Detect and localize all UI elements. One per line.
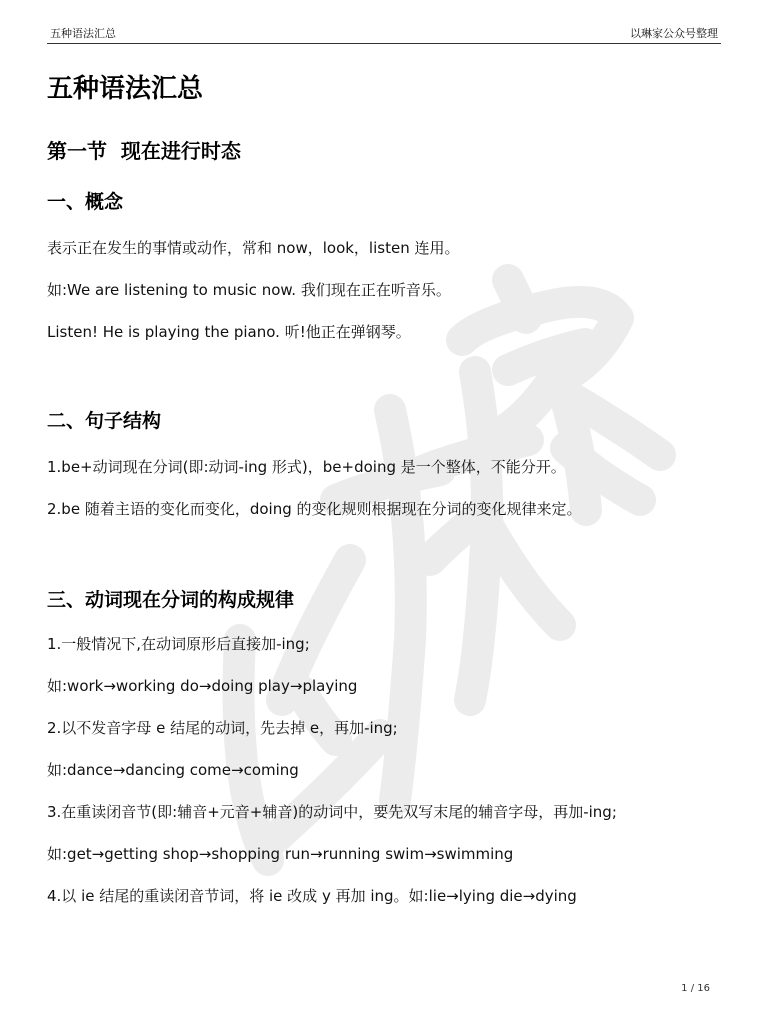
paragraph-line: 2.be 随着主语的变化而变化，doing 的变化规则根据现在分词的变化规律来定。 [47, 500, 582, 518]
paragraph-line: 如:get→getting shop→shopping run→running swim→swimming [47, 845, 514, 863]
section-title: 第一节 现在进行时态 [47, 139, 241, 163]
paragraph-line: 4.以 ie 结尾的重读闭音节词，将 ie 改成 y 再加 ing。如:lie→lying die→dying [47, 887, 577, 905]
paragraph-line: 1.be+动词现在分词(即:动词-ing 形式)，be+doing 是一个整体，不能分开。 [47, 458, 566, 476]
page-number: 1 / 16 [681, 983, 710, 994]
paragraph-line: 3.在重读闭音节(即:辅音+元音+辅音)的动词中，要先双写末尾的辅音字母，再加-ing; [47, 803, 617, 821]
header-right-text: 以琳家公众号整理 [630, 27, 718, 40]
paragraph-line: 如:work→working do→doing play→playing [47, 677, 358, 695]
document-title: 五种语法汇总 [47, 74, 204, 104]
paragraph-line: 如:We are listening to music now. 我们现在正在听音乐。 [47, 281, 451, 299]
paragraph-line: 2.以不发音字母 e 结尾的动词，先去掉 e，再加-ing; [47, 719, 398, 737]
paragraph-line: Listen! He is playing the piano. 听!他正在弹钢琴。 [47, 323, 411, 341]
paragraph-line: 如:dance→dancing come→coming [47, 761, 299, 779]
page-header [47, 26, 721, 44]
header-left-text: 五种语法汇总 [50, 27, 116, 40]
paragraph-line: 1.一般情况下,在动词原形后直接加-ing; [47, 635, 310, 653]
heading-concept: 一、概念 [47, 191, 124, 213]
heading-sentence-structure: 二、句子结构 [47, 410, 162, 432]
heading-participle-rules: 三、动词现在分词的构成规律 [47, 589, 295, 611]
paragraph-line: 表示正在发生的事情或动作，常和 now，look，listen 连用。 [47, 239, 460, 257]
